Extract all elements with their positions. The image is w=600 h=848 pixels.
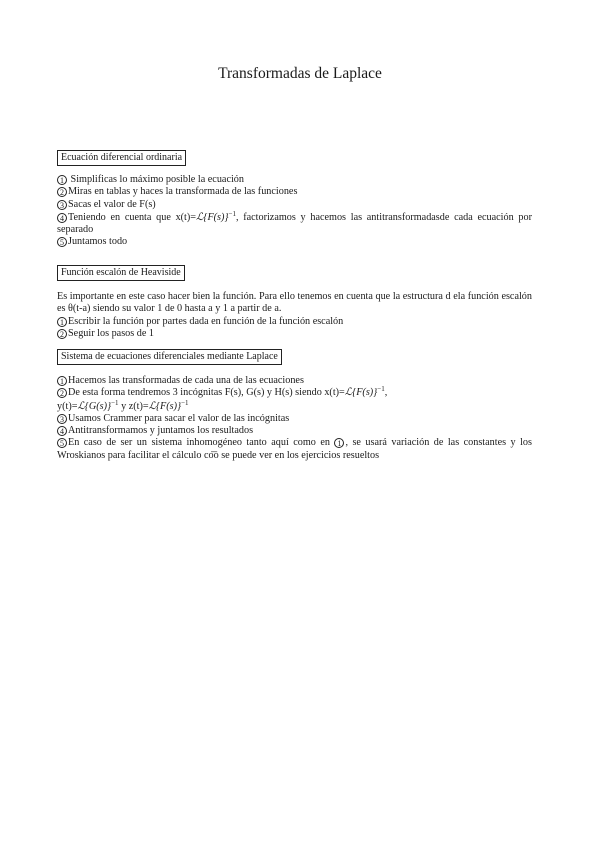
section-heading-heaviside: Función escalón de Heaviside: [57, 265, 185, 281]
ode-step-3: [57, 199, 532, 211]
section-heading-ode: Ecuación diferencial ordinaria: [57, 150, 186, 166]
step-text: Juntamos todo: [68, 235, 128, 247]
circled-number: 3: [57, 200, 67, 210]
circled-number: 2: [57, 388, 67, 398]
circled-reference: 1: [334, 438, 344, 448]
section-heading-systems: Sistema de ecuaciones diferenciales mediante Laplace: [57, 349, 282, 365]
heaviside-step-2: [57, 328, 532, 340]
step-text: Usamos Crammer para sacar el valor de las incógnitas: [68, 412, 290, 424]
ode-step-2: [57, 186, 532, 198]
circled-number: 1: [57, 175, 67, 185]
systems-step-5: [57, 437, 532, 462]
systems-step-1: [57, 375, 532, 387]
step-text: ,: [384, 387, 388, 399]
systems-step-2-cont: [57, 398, 532, 413]
superscript: −1: [181, 398, 189, 407]
superscript: −1: [377, 385, 385, 394]
circled-number: 1: [57, 376, 67, 386]
step-text: y(t)=: [57, 400, 78, 412]
step-text: Escribir la función por partes dada en función de la función escalón: [68, 315, 344, 327]
ode-steps: [57, 174, 532, 248]
page-title: Transformadas de Laplace: [218, 65, 382, 82]
heaviside-step-1: [57, 316, 532, 328]
systems-content: [57, 375, 532, 462]
superscript: −1: [111, 398, 119, 407]
step-text: , factorizamos y hacemos las antitransformadasde cada ecuación por separado: [57, 211, 532, 235]
circled-number: 4: [57, 213, 67, 223]
step-text: En caso de ser un sistema inhomogéneo tanto aquí como en: [68, 437, 335, 449]
laplace-expression: ℒ{F(s)}: [344, 387, 378, 399]
step-text: De esta forma tendremos 3 incógnitas F(s), G(s) y H(s) siendo x(t)=: [68, 387, 345, 399]
circled-number: 2: [57, 329, 67, 339]
laplace-expression: ℒ{G(s)}: [77, 400, 112, 412]
systems-step-2: [57, 387, 532, 399]
step-text: Miras en tablas y haces la transformada de las funciones: [68, 186, 298, 198]
laplace-expression: ℒ{F(s)}: [196, 211, 229, 223]
circled-number: 2: [57, 187, 67, 197]
circled-number: 1: [57, 317, 67, 327]
step-text: Teniendo en cuenta que x(t)=: [68, 211, 197, 223]
step-text: Simplificas lo máximo posible la ecuación: [68, 174, 244, 185]
ode-step-4: [57, 209, 532, 236]
circled-number: 4: [57, 426, 67, 436]
circled-number: 5: [57, 237, 67, 247]
laplace-expression: ℒ{F(s)}: [148, 400, 182, 412]
ode-step-5: [57, 236, 532, 248]
heaviside-paragraph: Es importante en este caso hacer bien la función. Para ello tenemos en cuenta que la estructura d ela función escalón es θ(t-a) siendo su valor 1 de 0 hasta a y 1 a partir de a.: [57, 291, 532, 315]
systems-step-3: [57, 413, 532, 425]
systems-step-4: [57, 425, 532, 437]
step-text: Antitransformamos y juntamos los resultados: [68, 425, 254, 437]
step-text: Sacas el valor de F(s): [68, 198, 156, 210]
step-text: Seguir los pasos de 1: [68, 327, 155, 339]
step-text: Hacemos las transformadas de cada una de las ecuaciones: [68, 375, 304, 386]
step-text: y z(t)=: [118, 400, 149, 412]
ode-step-1: [57, 174, 532, 186]
superscript: −1: [228, 209, 236, 218]
step-text: , se usará variación de las constantes y los Wroskianos para facilitar el cálculo co͞o se puede ver en los ejercicios resueltos: [57, 437, 532, 461]
circled-number: 3: [57, 414, 67, 424]
circled-number: 5: [57, 438, 67, 448]
heaviside-content: [57, 291, 532, 340]
